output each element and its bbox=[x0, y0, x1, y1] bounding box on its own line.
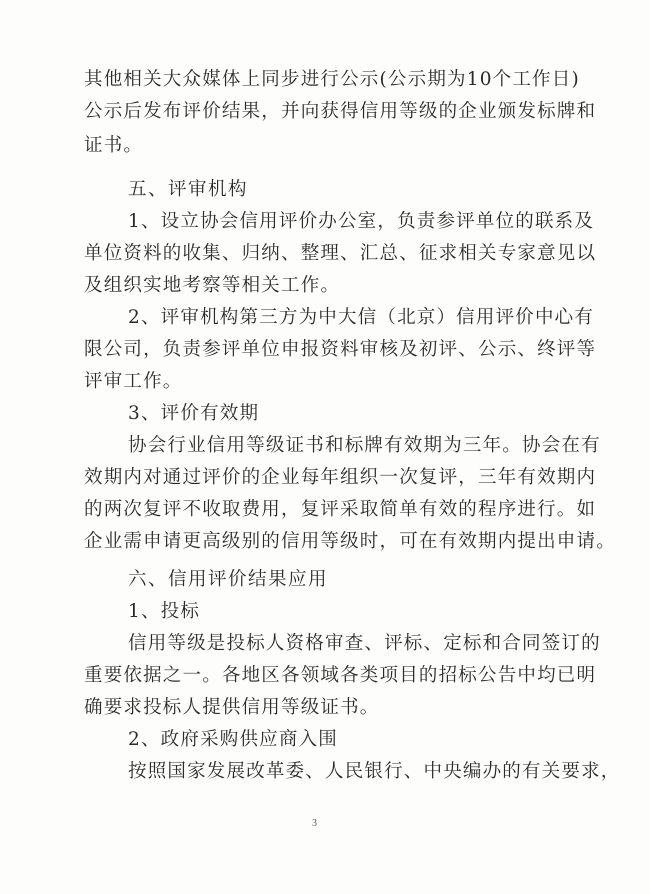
text-line: 单位资料的收集、归纳、整理、汇总、征求相关专家意见以 bbox=[84, 243, 597, 264]
subsection-heading: 1、投标 bbox=[128, 601, 201, 622]
text-line: 协会行业信用等级证书和标牌有效期为三年。协会在有 bbox=[128, 435, 601, 456]
text-line: 效期内对通过评价的企业每年组织一次复评，三年有效期内 bbox=[84, 467, 597, 488]
text-line: 评审工作。 bbox=[84, 371, 183, 392]
text-line: 限公司，负责参评单位申报资料审核及初评、公示、终评等 bbox=[84, 339, 597, 360]
text-line: 及组织实地考察等相关工作。 bbox=[84, 275, 341, 296]
text-line: 2、评审机构第三方为中大信（北京）信用评价中心有 bbox=[128, 307, 595, 328]
text-line: 确要求投标人提供信用等级证书。 bbox=[84, 697, 380, 718]
section-heading-6: 六、信用评价结果应用 bbox=[128, 569, 329, 590]
text-line: 1、设立协会信用评价办公室，负责参评单位的联系及 bbox=[128, 211, 595, 232]
page-number: 3 bbox=[312, 818, 317, 829]
text-line: 信用等级是投标人资格审查、评标、定标和合同签订的 bbox=[128, 633, 601, 654]
text-line: 重要依据之一。各地区各领域各类项目的招标公告中均已明 bbox=[84, 665, 597, 686]
text-line: 证书。 bbox=[84, 135, 144, 156]
text-line: 其他相关大众媒体上同步进行公示(公示期为10个工作日) bbox=[84, 69, 580, 90]
section-heading-5: 五、评审机构 bbox=[128, 179, 249, 200]
subsection-heading: 2、政府采购供应商入围 bbox=[128, 729, 338, 750]
subsection-heading: 3、评价有效期 bbox=[128, 403, 260, 424]
text-line: 公示后发布评价结果，并向获得信用等级的企业颁发标牌和 bbox=[84, 101, 597, 122]
text-line: 按照国家发展改革委、人民银行、中央编办的有关要求， bbox=[128, 761, 621, 782]
text-line: 的两次复评不收取费用，复评采取简单有效的程序进行。如 bbox=[84, 499, 597, 520]
text-line: 企业需申请更高级别的信用等级时，可在有效期内提出申请。 bbox=[84, 531, 616, 552]
